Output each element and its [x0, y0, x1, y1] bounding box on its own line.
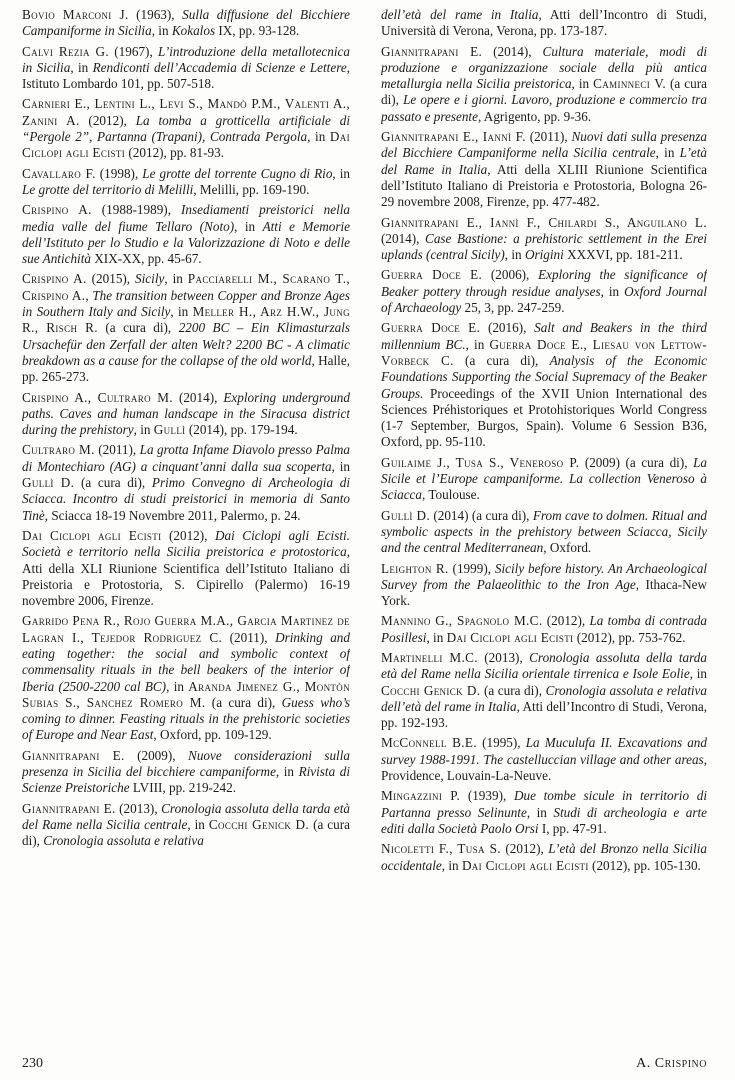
plain-text: , Sciacca 18-19 Novembre 2011, Palermo, p. 24.	[44, 507, 301, 523]
plain-text: IX, pp. 93-128.	[215, 23, 300, 39]
plain-text: , in	[426, 629, 447, 645]
author-name-smallcaps: Guerra Doce E.	[381, 267, 483, 283]
title-italic: Due tombe sicule in territorio di Partanna presso Selinunte	[381, 788, 707, 820]
title-italic: Atti e Memorie dell’Istituto per lo Studio e la Valorizzazione di Noto e delle sue Antichità	[22, 218, 350, 267]
title-italic: Analysis of the Economic Foundations Supporting the Social Supremacy of the Beaker Groups.	[381, 352, 707, 401]
title-italic: Sicily before history. An Archaeological Survey from the Palaeolithic to the Iron Age	[381, 560, 707, 592]
plain-text: , Oxford, pp. 109-129.	[153, 727, 272, 743]
bibliography-column-left	[22, 7, 350, 1053]
bibliography-column-right	[381, 7, 707, 1053]
reference-entry	[22, 271, 350, 385]
title-italic: L’età del Rame in Italia	[381, 145, 707, 177]
title-italic: Dai Ciclopi agli Ecisti. Società e territorio nella Sicilia preistorica e protostorica	[22, 527, 350, 560]
title-italic: Insediamenti preistorici nella media valle del fiume Tellaro (Noto)	[22, 202, 350, 234]
author-name-smallcaps: Guerra Doce E.	[381, 320, 481, 336]
reference-entry	[22, 44, 350, 93]
title-italic: Case Bastione: a prehistoric settlement in the Erei uplands (central Sicily)	[381, 230, 707, 263]
plain-text: , in	[655, 145, 680, 161]
plain-text: (2012), pp. 753-762.	[573, 629, 686, 645]
author-name-smallcaps: Dai Ciclopi agli Ecisti	[461, 857, 589, 873]
title-italic: Origini	[524, 247, 564, 263]
title-italic: Studi di archeologia e arte editi dalla Società Paolo Orsi	[381, 804, 707, 836]
reference-entry	[381, 7, 707, 40]
plain-text: , in	[689, 666, 707, 682]
plain-text: , in	[133, 422, 154, 438]
reference-entry	[381, 841, 707, 874]
author-name-smallcaps: Bovio Marconi J.	[22, 7, 129, 22]
plain-text: , Agrigento, pp. 9-36.	[477, 108, 592, 124]
plain-text: , in	[151, 23, 172, 39]
plain-text: , Oxford.	[543, 540, 592, 556]
plain-text: (2015),	[86, 271, 136, 287]
reference-entry	[22, 528, 350, 609]
title-italic: Cronologia assoluta e relativa dell’età del rame in Italia	[381, 682, 707, 714]
plain-text: , Ithaca-New York.	[381, 576, 707, 609]
plain-text: (2006),	[482, 267, 539, 283]
plain-text: (2012),	[79, 112, 136, 128]
plain-text: (2014), pp. 179-194.	[185, 422, 298, 438]
plain-text: (2014),	[482, 43, 543, 59]
reference-entry	[22, 801, 350, 850]
title-italic: Rendiconti dell’Accademia di Scienze e Lettere	[92, 59, 347, 75]
plain-text: , in	[526, 804, 554, 820]
author-name-smallcaps: Calvi Rezia G.	[22, 43, 110, 59]
title-italic: Rivista di Scienze Preistoriche	[22, 764, 350, 796]
title-italic: Exploring underground paths. Caves and human landscape in the Siracusa district during the prehistory	[22, 389, 350, 438]
reference-entry	[381, 215, 707, 264]
plain-text: (1939),	[460, 788, 514, 804]
author-name-smallcaps: Crispino A.	[22, 202, 92, 218]
author-name-smallcaps: Mingazzini P.	[381, 788, 461, 804]
reference-entry	[22, 166, 350, 199]
plain-text: , in	[571, 76, 594, 92]
author-name-smallcaps: Guerra Doce E., Liesau von Lettow-Vorbeck C.	[381, 336, 707, 368]
plain-text: (a cura di),	[22, 816, 350, 849]
plain-text: I, pp. 47-91.	[538, 820, 607, 836]
reference-entry	[381, 788, 707, 837]
plain-text: , Melilli, pp. 169-190.	[193, 181, 310, 197]
plain-text: (2009) (a cura di),	[579, 454, 694, 470]
title-italic: Le grotte del torrente Cugno di Rio	[142, 165, 333, 181]
author-name-smallcaps: Cultraro M.	[22, 442, 95, 458]
author-name-smallcaps: Leighton R.	[381, 560, 449, 576]
plain-text: ,	[85, 287, 93, 303]
plain-text: , Atti dell’Incontro di Studi, Università di Verona, Verona, pp. 173-187.	[381, 7, 707, 39]
plain-text: XXXVI, pp. 181-211.	[563, 247, 683, 263]
author-name-smallcaps: Giannitrapani E.	[381, 43, 483, 59]
plain-text: (2012), pp. 81-93.	[125, 145, 224, 161]
plain-text: (2014),	[381, 230, 426, 246]
plain-text: (a cura di),	[205, 694, 282, 710]
title-italic: Sicily	[135, 271, 165, 287]
title-italic: La Muculufa II. Excavations and survey 1988-1991. The castelluccian village and other areas	[381, 735, 707, 767]
title-italic: La Sicile et l’Europe campaniforme. La collection Veneroso à Sciacca	[381, 454, 707, 503]
plain-text: , in	[166, 678, 189, 694]
author-name-smallcaps: Gullì D.	[381, 507, 430, 523]
author-name-smallcaps: Mannino G., Spagnolo M.C.	[381, 613, 543, 629]
plain-text: (2011),	[222, 629, 276, 645]
plain-text: , in	[275, 764, 299, 780]
plain-text: 25, 3, pp. 247-259.	[461, 300, 565, 316]
reference-entry	[381, 320, 707, 450]
plain-text: (a cura di),	[453, 352, 550, 368]
plain-text: , Atti della XLIII Riunione Scientifica dell’Istituto Italiano di Preistoria e Protostoria, Bologna 26-29 novembre 2008, Firenze, pp. 477-482.	[381, 161, 707, 210]
author-name-smallcaps: Crispino A., Cultraro M.	[22, 389, 173, 405]
author-name-smallcaps: Giannitrapani E.	[22, 747, 125, 763]
plain-text: , in	[504, 247, 525, 263]
plain-text: (2012),	[542, 613, 590, 629]
title-italic: Drinking and eating together: the social and symbolic context of commensality rituals in the bell beakers of the interior of Iberia (2500-2200 cal BC)	[22, 629, 350, 694]
author-name-smallcaps: Giannitrapani E., Iannì F.	[381, 129, 526, 145]
plain-text: , in	[307, 129, 330, 145]
title-italic: Nuovi dati sulla presenza del Bicchiere Campaniforme nella Sicilia centrale	[381, 129, 707, 161]
title-italic: 2200 BC – Ein Klimasturzals Ursachefür den Zerfall der alten Welt? 2200 BC - A climatic breakdown as a cause for the collapse of the old world	[22, 320, 350, 368]
title-italic: L’età del Bronzo nella Sicilia occidentale	[381, 841, 707, 873]
plain-text: (2014) (a cura di),	[430, 507, 533, 523]
running-footer-author: A. Crispino	[636, 1056, 707, 1071]
plain-text: , in	[187, 816, 209, 832]
reference-entry	[381, 650, 707, 731]
author-name-smallcaps: Cavallaro F.	[22, 165, 96, 181]
author-name-smallcaps: Dai Ciclopi agli Ecisti	[22, 527, 162, 543]
author-name-smallcaps: Dai Ciclopi agli Ecisti	[22, 129, 350, 161]
title-italic: dell’età del rame in Italia	[381, 7, 539, 22]
page-footer	[22, 1056, 707, 1072]
title-italic: La tomba a grotticella artificiale di “Pergole 2”, Partanna (Trapani), Contrada Pergola	[22, 112, 350, 145]
plain-text: , Halle, pp. 265-273.	[22, 352, 350, 385]
title-italic: Cronologia assoluta della tarda età del Rame nella Sicilia orientale tirrenica e Isole Eolie	[381, 649, 707, 682]
title-italic: Cronologia assoluta della tarda età del Rame nella Sicilia centrale	[22, 800, 350, 832]
plain-text: , Atti della XLI Riunione Scientifica dell’Istituto Italiano di Preistoria e Protostoria, S. Cipirello (Palermo) 16-19 novembre 2006, Firenze.	[22, 544, 350, 609]
plain-text: , in	[332, 165, 350, 181]
plain-text: (a cura di),	[480, 682, 546, 698]
author-name-smallcaps: Cocchi Genick D.	[381, 682, 481, 698]
title-italic: Primo Convegno di Archeologia di Sciacca. Incontro di studi preistorici in memoria di Santo Tinè	[22, 475, 350, 523]
author-name-smallcaps: Meller H., Arz H.W., Jung R., Risch R.	[22, 304, 350, 336]
plain-text: (2012), pp. 105-130.	[588, 857, 701, 873]
plain-text: , Atti dell’Incontro di Studi, Verona, pp. 192-193.	[381, 698, 707, 731]
reference-entry	[381, 613, 707, 646]
title-italic: Nuove considerazioni sulla presenza in Sicilia del bicchiere campaniforme	[22, 747, 350, 780]
plain-text: (1963),	[128, 7, 183, 22]
reference-entry	[381, 508, 707, 557]
reference-entry	[22, 96, 350, 161]
author-name-smallcaps: Crispino A.	[22, 271, 87, 287]
title-italic: Le opere e i giorni. Lavoro, produzione e commercio tra passato e presente	[381, 92, 707, 124]
plain-text: , in	[600, 283, 625, 299]
author-name-smallcaps: Gullì	[153, 422, 186, 438]
plain-text: (2013),	[115, 800, 162, 816]
plain-text: (a cura di),	[74, 475, 152, 491]
author-name-smallcaps: Dai Ciclopi agli Ecisti	[446, 629, 574, 645]
title-italic: Exploring the significance of Beaker pottery through residue analyses	[381, 267, 707, 299]
plain-text: (1967),	[109, 43, 159, 59]
author-name-smallcaps: Guilaime J., Tusa S., Veneroso P.	[381, 454, 580, 470]
title-italic: L’introduzione della metallotecnica in Sicilia	[22, 43, 350, 75]
reference-entry	[22, 7, 350, 40]
reference-entry	[381, 129, 707, 210]
author-name-smallcaps: Carnieri E., Lentini L., Levi S., Mandò P.M., Valenti A., Zanini A.	[22, 96, 350, 128]
title-italic: La grotta Infame Diavolo presso Palma di Montechiaro (AG) a cinquant’anni dalla sua scoperta	[22, 442, 350, 474]
plain-text: (2016),	[480, 320, 535, 336]
reference-entry	[22, 390, 350, 439]
title-italic: Cronologia assoluta e relativa	[43, 833, 204, 849]
reference-entry	[381, 44, 707, 125]
title-italic: Guess who’s coming to dinner. Feasting rituals in the prehistoric societies of Europe and Near East	[22, 694, 350, 743]
reference-entry	[22, 613, 350, 743]
author-name-smallcaps: Aranda Jimenez G., Montòn Subias S., Sanchez Romero M.	[22, 678, 350, 710]
title-italic: Oxford Journal of Archaeology	[381, 283, 707, 316]
plain-text: (2009),	[124, 747, 189, 763]
author-name-smallcaps: Garrido Pena R., Rojo Guerra M.A., Garcia Martinez de Lagran I., Tejedor Rodriguez C.	[22, 613, 350, 645]
title-italic: Le grotte del territorio di Melilli	[22, 181, 194, 197]
plain-text: (1995),	[477, 735, 526, 751]
plain-text: , Providence, Louvain-La-Neuve.	[381, 751, 707, 784]
title-italic: The transition between Copper and Bronze Ages in Southern Italy and Sicily	[22, 287, 350, 320]
plain-text: , Toulouse.	[422, 487, 480, 503]
plain-text: LVIII, pp. 219-242.	[129, 780, 237, 796]
plain-text: , in	[170, 304, 193, 320]
author-name-smallcaps: Giannitrapani E.	[22, 800, 116, 816]
reference-entry	[381, 735, 707, 784]
plain-text: (2011),	[525, 129, 572, 145]
plain-text: (2014),	[172, 389, 224, 405]
plain-text: Proceedings of the XVII Union International des Sciences Préhistoriques et Protohistoriques World Congress (1-7 September, Burgos, Spain). Volume 6 Session B36, Oxford, pp. 95-110.	[381, 385, 707, 450]
plain-text: , in	[441, 857, 462, 873]
plain-text: (a cura di),	[97, 320, 179, 336]
author-name-smallcaps: Caminneci V.	[593, 76, 667, 92]
author-name-smallcaps: Nicoletti F., Tusa S.	[381, 841, 501, 857]
title-italic: From cave to dolmen. Ritual and symbolic aspects in the prehistory between Sciacca, Sicily and the central Mediterranean	[381, 507, 707, 556]
reference-entry	[22, 442, 350, 523]
author-name-smallcaps: Gullì D.	[22, 475, 75, 491]
reference-entry	[381, 561, 707, 610]
plain-text: (2013),	[477, 649, 530, 665]
author-name-smallcaps: Cocchi Genick D.	[208, 816, 310, 832]
author-name-smallcaps: Martinelli M.C.	[381, 649, 478, 665]
plain-text: (1999),	[448, 560, 495, 576]
plain-text: (2012),	[161, 527, 215, 543]
plain-text: , in	[331, 458, 350, 474]
title-italic: Cultura materiale, modi di produzione e organizzazione sociale della più antica metallurgia nella Sicilia preistorica	[381, 43, 707, 92]
plain-text: , in	[70, 59, 93, 75]
author-name-smallcaps: McConnell B.E.	[381, 735, 477, 751]
plain-text: (1988-1989),	[91, 202, 182, 218]
reference-entry	[22, 202, 350, 267]
plain-text: , in	[234, 218, 263, 234]
title-italic: Kokalos	[171, 23, 216, 39]
plain-text: , in	[465, 336, 490, 352]
reference-entry	[381, 267, 707, 316]
plain-text: , Istituto Lombardo 101, pp. 507-518.	[22, 59, 350, 92]
title-italic: La tomba di contrada Posillesi	[381, 613, 707, 645]
plain-text: (1998),	[95, 165, 143, 181]
plain-text: (2011),	[94, 442, 140, 458]
title-italic: Sulla diffusione del Bicchiere Campaniforme in Sicilia	[22, 7, 350, 39]
reference-entry	[381, 455, 707, 504]
plain-text: , in	[164, 271, 188, 287]
title-italic: Salt and Beakers in the third millennium BC.	[381, 320, 707, 352]
plain-text: (2012),	[500, 841, 549, 857]
plain-text: (a cura di),	[381, 76, 707, 108]
reference-entry	[22, 748, 350, 797]
author-name-smallcaps: Giannitrapani E., Iannì F., Chilardi S., Anguilano L.	[381, 214, 707, 230]
author-name-smallcaps: Pacciarelli M., Scarano T., Crispino A.	[22, 271, 350, 303]
plain-text: XIX-XX, pp. 45-67.	[90, 251, 202, 267]
page-number: 230	[22, 1056, 43, 1071]
